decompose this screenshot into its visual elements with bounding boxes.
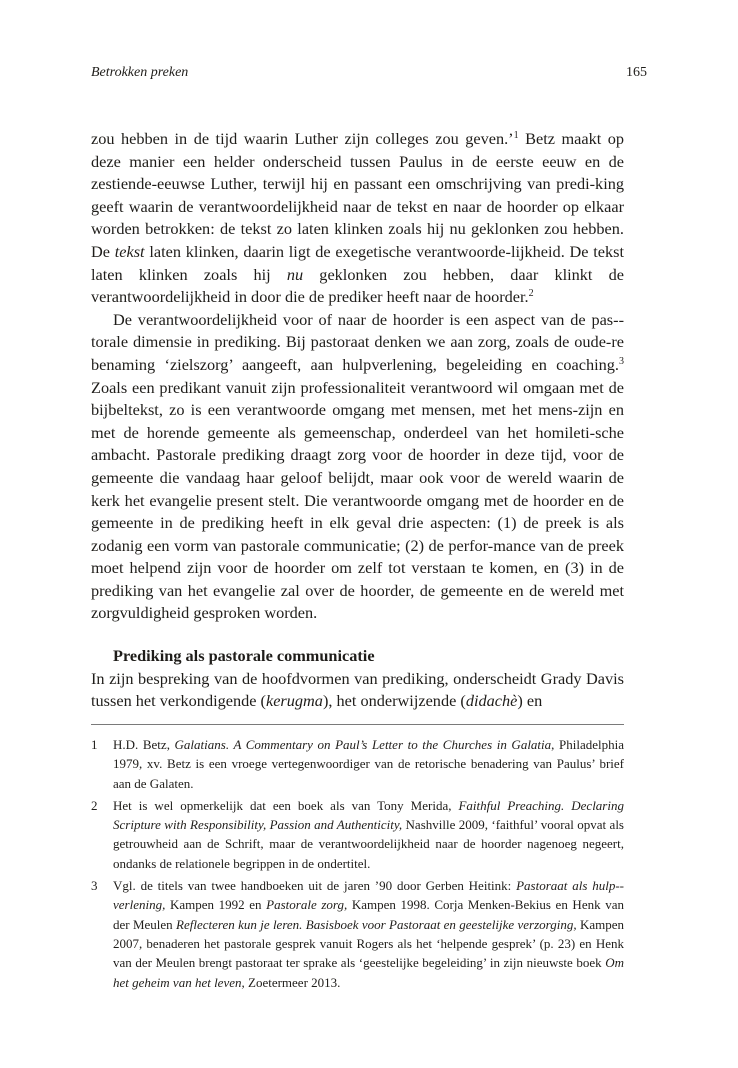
p1-text-3: laten klinken, daarin ligt de exegetische verantwoorde-lijkheid. De tekst laten klinken zoals hij <box>91 241 624 284</box>
p3-term-kerugma: kerugma <box>265 691 323 711</box>
running-head-title: Betrokken preken <box>91 65 189 80</box>
footnote-text-part: Vgl. de titels van twee handboeken uit de jaren ’90 door Gerben Heitink: <box>113 878 517 894</box>
footnote-text <box>113 735 624 793</box>
footnote-book-title: Reflecteren kun je leren. Basisboek voor Pastoraat en geestelijke verzorging, <box>176 916 577 932</box>
p3-text-2: ), het onderwijzende ( <box>322 691 466 711</box>
footnote-text-part: Het is wel opmerkelijk dat een boek als van Tony Merida, <box>113 797 459 813</box>
footnotes <box>91 735 624 995</box>
p1-text-1: zou hebben in de tijd waarin Luther zijn colleges zou geven.’ <box>91 129 514 148</box>
paragraph-2 <box>91 309 624 625</box>
paragraph-3 <box>91 668 624 713</box>
footnote-text-part: Kampen 1992 en <box>165 897 267 913</box>
footnote-book-title: Galatians. A Commentary on Paul’s Letter to the Churches in Galatia <box>174 737 552 752</box>
footnote-1 <box>91 735 624 793</box>
paragraph-1 <box>91 128 624 309</box>
footnote-text-part: Zoetermeer 2013. <box>244 974 341 990</box>
p2-text-1: De verantwoordelijkheid voor of naar de hoorder is een aspect van de pas-torale dimensie in prediking. Bij pastoraat denken we aan zorg, zoals de oude-re benaming ‘zielszorg’ aangeeft, aan hulpverlening, begeleiding en coaching. <box>91 309 624 374</box>
body-text <box>91 128 624 713</box>
p3-text-3: ) en <box>517 691 543 711</box>
p1-text-4: geklonken zou hebben, daar klinkt de verantwoordelijkheid in door die de prediker heeft naar de hoorder. <box>91 264 624 307</box>
footnote-ref-2[interactable]: 2 <box>528 288 534 300</box>
footnote-number: 1 <box>91 737 98 752</box>
footnote-book-title: Faithful Preaching. Declaring Scripture with Responsibility, Passion and Authenticity, <box>113 797 624 833</box>
footnote-text-part: H.D. Betz, <box>113 737 175 752</box>
footnote-text-part: , Philadelphia 1979, xv. Betz is een vroege vertegenwoordiger van de retorische benadering van Paulus’ brief aan de Galaten. <box>113 737 624 791</box>
p1-emphasis-tekst: tekst <box>114 241 145 261</box>
footnote-book-title: Pastorale zorg, <box>266 897 348 913</box>
footnote-3 <box>91 876 624 992</box>
footnote-divider <box>91 724 624 725</box>
footnote-text-part: Kampen 1998. Corja Menken-Bekius en Henk van der Meulen <box>113 897 624 932</box>
section-heading: Prediking als pastorale communicatie <box>113 646 375 666</box>
p2-text-2: Zoals een predikant vanuit zijn professionaliteit verantwoord wil omgaan met de bijbeltekst, zo is een verantwoorde omgang met mensen, met het mens-zijn en met de horende gemeente als gemeenschap, onderdeel van het homileti-sche ambacht. Pastorale prediking draagt zorg voor de hoorder in deze tijd, voor de gemeente die vandaag haar geloof belijdt, maar ook voor de wereld waarin de kerk het evangelie present stelt. Die verantwoorde omgang met de hoorder en de gemeente in de prediking heeft in elk geval drie aspecten: (1) de preek is als zodanig een vorm van pastorale communicatie; (2) de perfor-mance van de preek moet helpend zijn voor de hoorder om zelf tot verstaan te komen, en (3) in de prediking van het evangelie zal over de hoorder, de gemeente en de wereld met zorgvuldigheid gesproken worden. <box>91 377 624 623</box>
running-head <box>91 65 647 81</box>
footnote-text <box>113 876 624 992</box>
footnote-number: 3 <box>91 878 98 894</box>
footnote-book-title: Om het geheim van het leven, <box>113 955 624 990</box>
p3-term-didache: didachè <box>465 691 518 711</box>
page-number: 165 <box>626 65 647 80</box>
footnote-ref-1[interactable]: 1 <box>513 130 519 141</box>
footnote-ref-3[interactable]: 3 <box>619 355 624 367</box>
footnote-text <box>113 796 624 873</box>
footnote-text-part: Nashville 2009, ‘faithful’ vooral opvat als getrouwheid aan de Schrift, maar de verantwoordelijkheid naar de hoorder nagenoeg negeert, ondanks de relationele begrippen in de ondertitel. <box>113 817 624 871</box>
footnote-2 <box>91 796 624 873</box>
p3-text-1: In zijn bespreking van de hoofdvormen van prediking, onderscheidt Grady Davis tussen het verkondigende ( <box>91 668 624 711</box>
p1-emphasis-nu: nu <box>286 264 304 284</box>
p1-text-2: Betz maakt op deze manier een helder onderscheid tussen Paulus in de eerste eeuw en de zestiende-eeuwse Luther, terwijl hij en passant een omschrijving van predi-king geeft waarin de verantwoordelijkheid naar de tekst en naar de hoorder op elkaar worden betrokken: de tekst zo laten klinken zoals hij nu geklonken zou hebben. De <box>91 129 625 261</box>
footnote-number: 2 <box>91 797 98 813</box>
footnote-book-title: Pastoraat als hulp-verlening, <box>113 878 624 913</box>
footnote-text-part: Kampen 2007, benaderen het pastorale gesprek vanuit Rogers als het ‘helpende gesprek’ (p. 23) en Henk van der Meulen brengt pastoraat ter sprake als ‘geestelijke begeleiding’ in zijn nieuwste boek <box>113 916 625 971</box>
